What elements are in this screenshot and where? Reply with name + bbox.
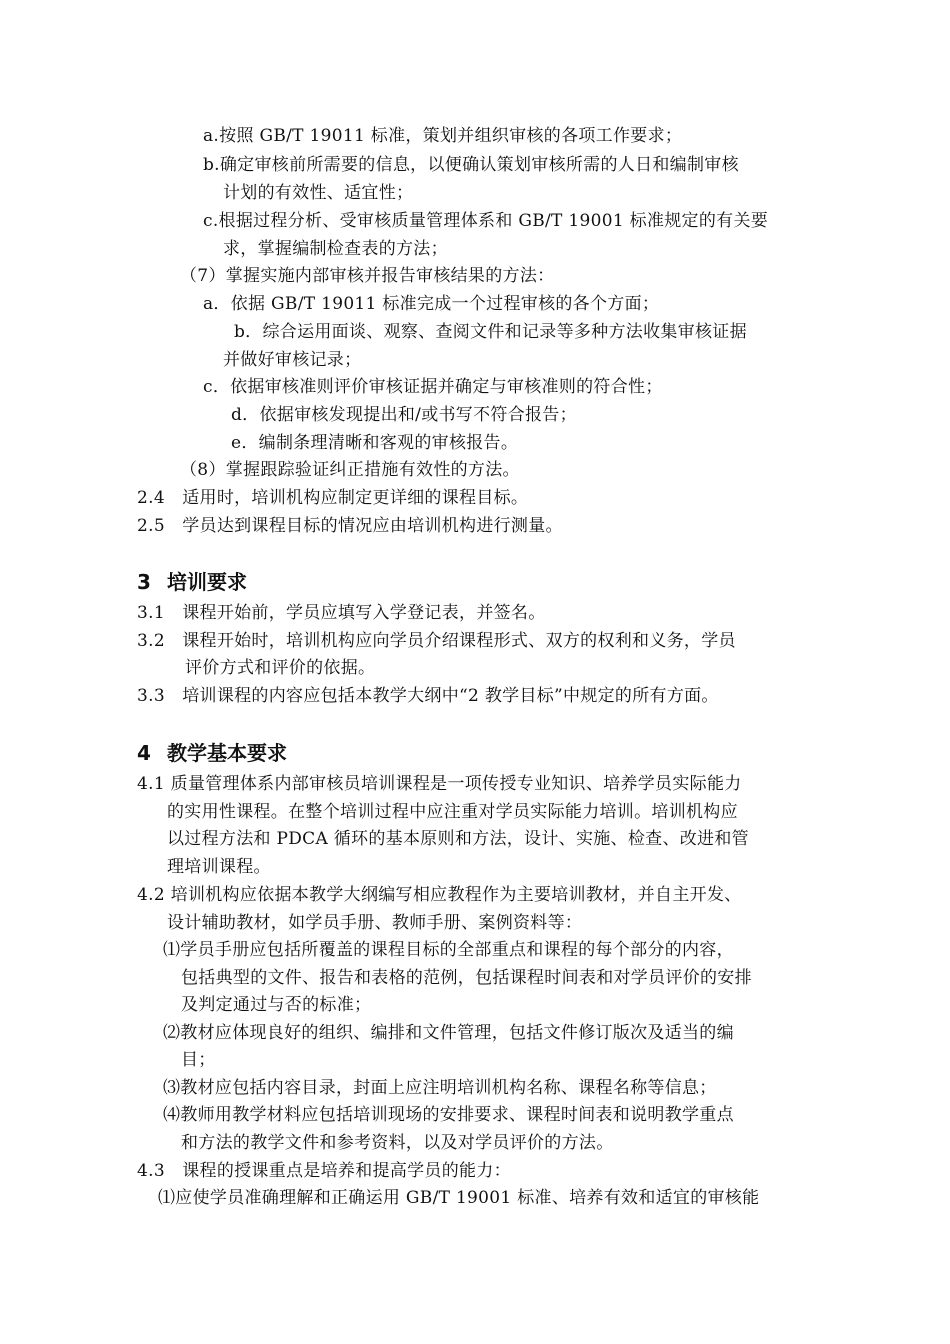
paragraph-4-1-line1: 4.1 质量管理体系内部审核员培训课程是一项传授专业知识、培养学员实际能力 bbox=[137, 774, 742, 794]
item-c1-line1: c.根据过程分析、受审核质量管理体系和 GB/T 19001 标准规定的有关要 bbox=[203, 211, 769, 231]
section-4-number: 4 bbox=[137, 741, 151, 765]
item-8: （8）掌握跟踪验证纠正措施有效性的方法。 bbox=[180, 460, 520, 480]
list-item-4-line2: 和方法的教学文件和参考资料，以及对学员评价的方法。 bbox=[181, 1133, 614, 1153]
item-b1-line2: 计划的有效性、适宜性； bbox=[223, 183, 414, 203]
list-item-2-line1: ⑵教材应体现良好的组织、编排和文件管理，包括文件修订版次及适当的编 bbox=[163, 1023, 734, 1043]
list-item-2-line2: 目； bbox=[181, 1050, 216, 1070]
item-d2: d．依据审核发现提出和/或书写不符合报告； bbox=[231, 405, 577, 425]
paragraph-2-4: 2.4 适用时，培训机构应制定更详细的课程目标。 bbox=[137, 488, 529, 508]
paragraph-4-1-line3: 以过程方法和 PDCA 循环的基本原则和方法，设计、实施、检查、改进和管 bbox=[167, 829, 749, 849]
paragraph-4-1-line4: 理培训课程。 bbox=[167, 857, 271, 877]
list-item-1-line3: 及判定通过与否的标准； bbox=[181, 995, 372, 1015]
section-4-title: 教学基本要求 bbox=[167, 741, 287, 765]
section-3-title: 培训要求 bbox=[167, 570, 247, 594]
item-b2-line2: 并做好审核记录； bbox=[223, 350, 362, 370]
item-b2-line1: b．综合运用面谈、观察、查阅文件和记录等多种方法收集审核证据 bbox=[234, 322, 747, 342]
item-e2: e．编制条理清晰和客观的审核报告。 bbox=[231, 433, 519, 453]
item-c2: c．依据审核准则评价审核证据并确定与审核准则的符合性； bbox=[203, 377, 663, 397]
item-a1: a.按照 GB/T 19011 标准，策划并组织审核的各项工作要求； bbox=[203, 126, 683, 146]
item-b1-line1: b.确定审核前所需要的信息，以便确认策划审核所需的人日和编制审核 bbox=[203, 155, 739, 175]
item-7: （7）掌握实施内部审核并报告审核结果的方法： bbox=[180, 266, 555, 286]
list-item-j1: ⑴应使学员准确理解和正确运用 GB/T 19001 标准、培养有效和适宜的审核能 bbox=[158, 1188, 760, 1208]
paragraph-2-5: 2.5 学员达到课程目标的情况应由培训机构进行测量。 bbox=[137, 516, 563, 536]
item-a2: a．依据 GB/T 19011 标准完成一个过程审核的各个方面； bbox=[203, 294, 660, 314]
paragraph-3-3: 3.3 培训课程的内容应包括本教学大纲中“2 教学目标”中规定的所有方面。 bbox=[137, 686, 719, 706]
paragraph-3-2-line2: 评价方式和评价的依据。 bbox=[185, 658, 376, 678]
section-4-heading bbox=[137, 739, 287, 767]
list-item-1-line2: 包括典型的文件、报告和表格的范例，包括课程时间表和对学员评价的安排 bbox=[181, 968, 752, 988]
list-item-3: ⑶教材应包括内容目录，封面上应注明培训机构名称、课程名称等信息； bbox=[163, 1078, 717, 1098]
paragraph-3-1: 3.1 课程开始前，学员应填写入学登记表，并签名。 bbox=[137, 603, 546, 623]
list-item-1-line1: ⑴学员手册应包括所覆盖的课程目标的全部重点和课程的每个部分的内容， bbox=[163, 940, 734, 960]
paragraph-4-2-line2: 设计辅助教材，如学员手册、教师手册、案例资料等： bbox=[167, 913, 583, 933]
paragraph-3-2-line1: 3.2 课程开始时，培训机构应向学员介绍课程形式、双方的权利和义务，学员 bbox=[137, 631, 736, 651]
paragraph-4-3: 4.3 课程的授课重点是培养和提高学员的能力： bbox=[137, 1161, 511, 1181]
section-3-heading bbox=[137, 568, 247, 596]
paragraph-4-1-line2: 的实用性课程。在整个培训过程中应注重对学员实际能力培训。培训机构应 bbox=[167, 802, 738, 822]
item-c1-line2: 求，掌握编制检查表的方法； bbox=[223, 239, 448, 259]
list-item-4-line1: ⑷教师用教学材料应包括培训现场的安排要求、课程时间表和说明教学重点 bbox=[163, 1105, 734, 1125]
section-3-number: 3 bbox=[137, 570, 151, 594]
paragraph-4-2-line1: 4.2 培训机构应依据本教学大纲编写相应教程作为主要培训教材，并自主开发、 bbox=[137, 885, 742, 905]
